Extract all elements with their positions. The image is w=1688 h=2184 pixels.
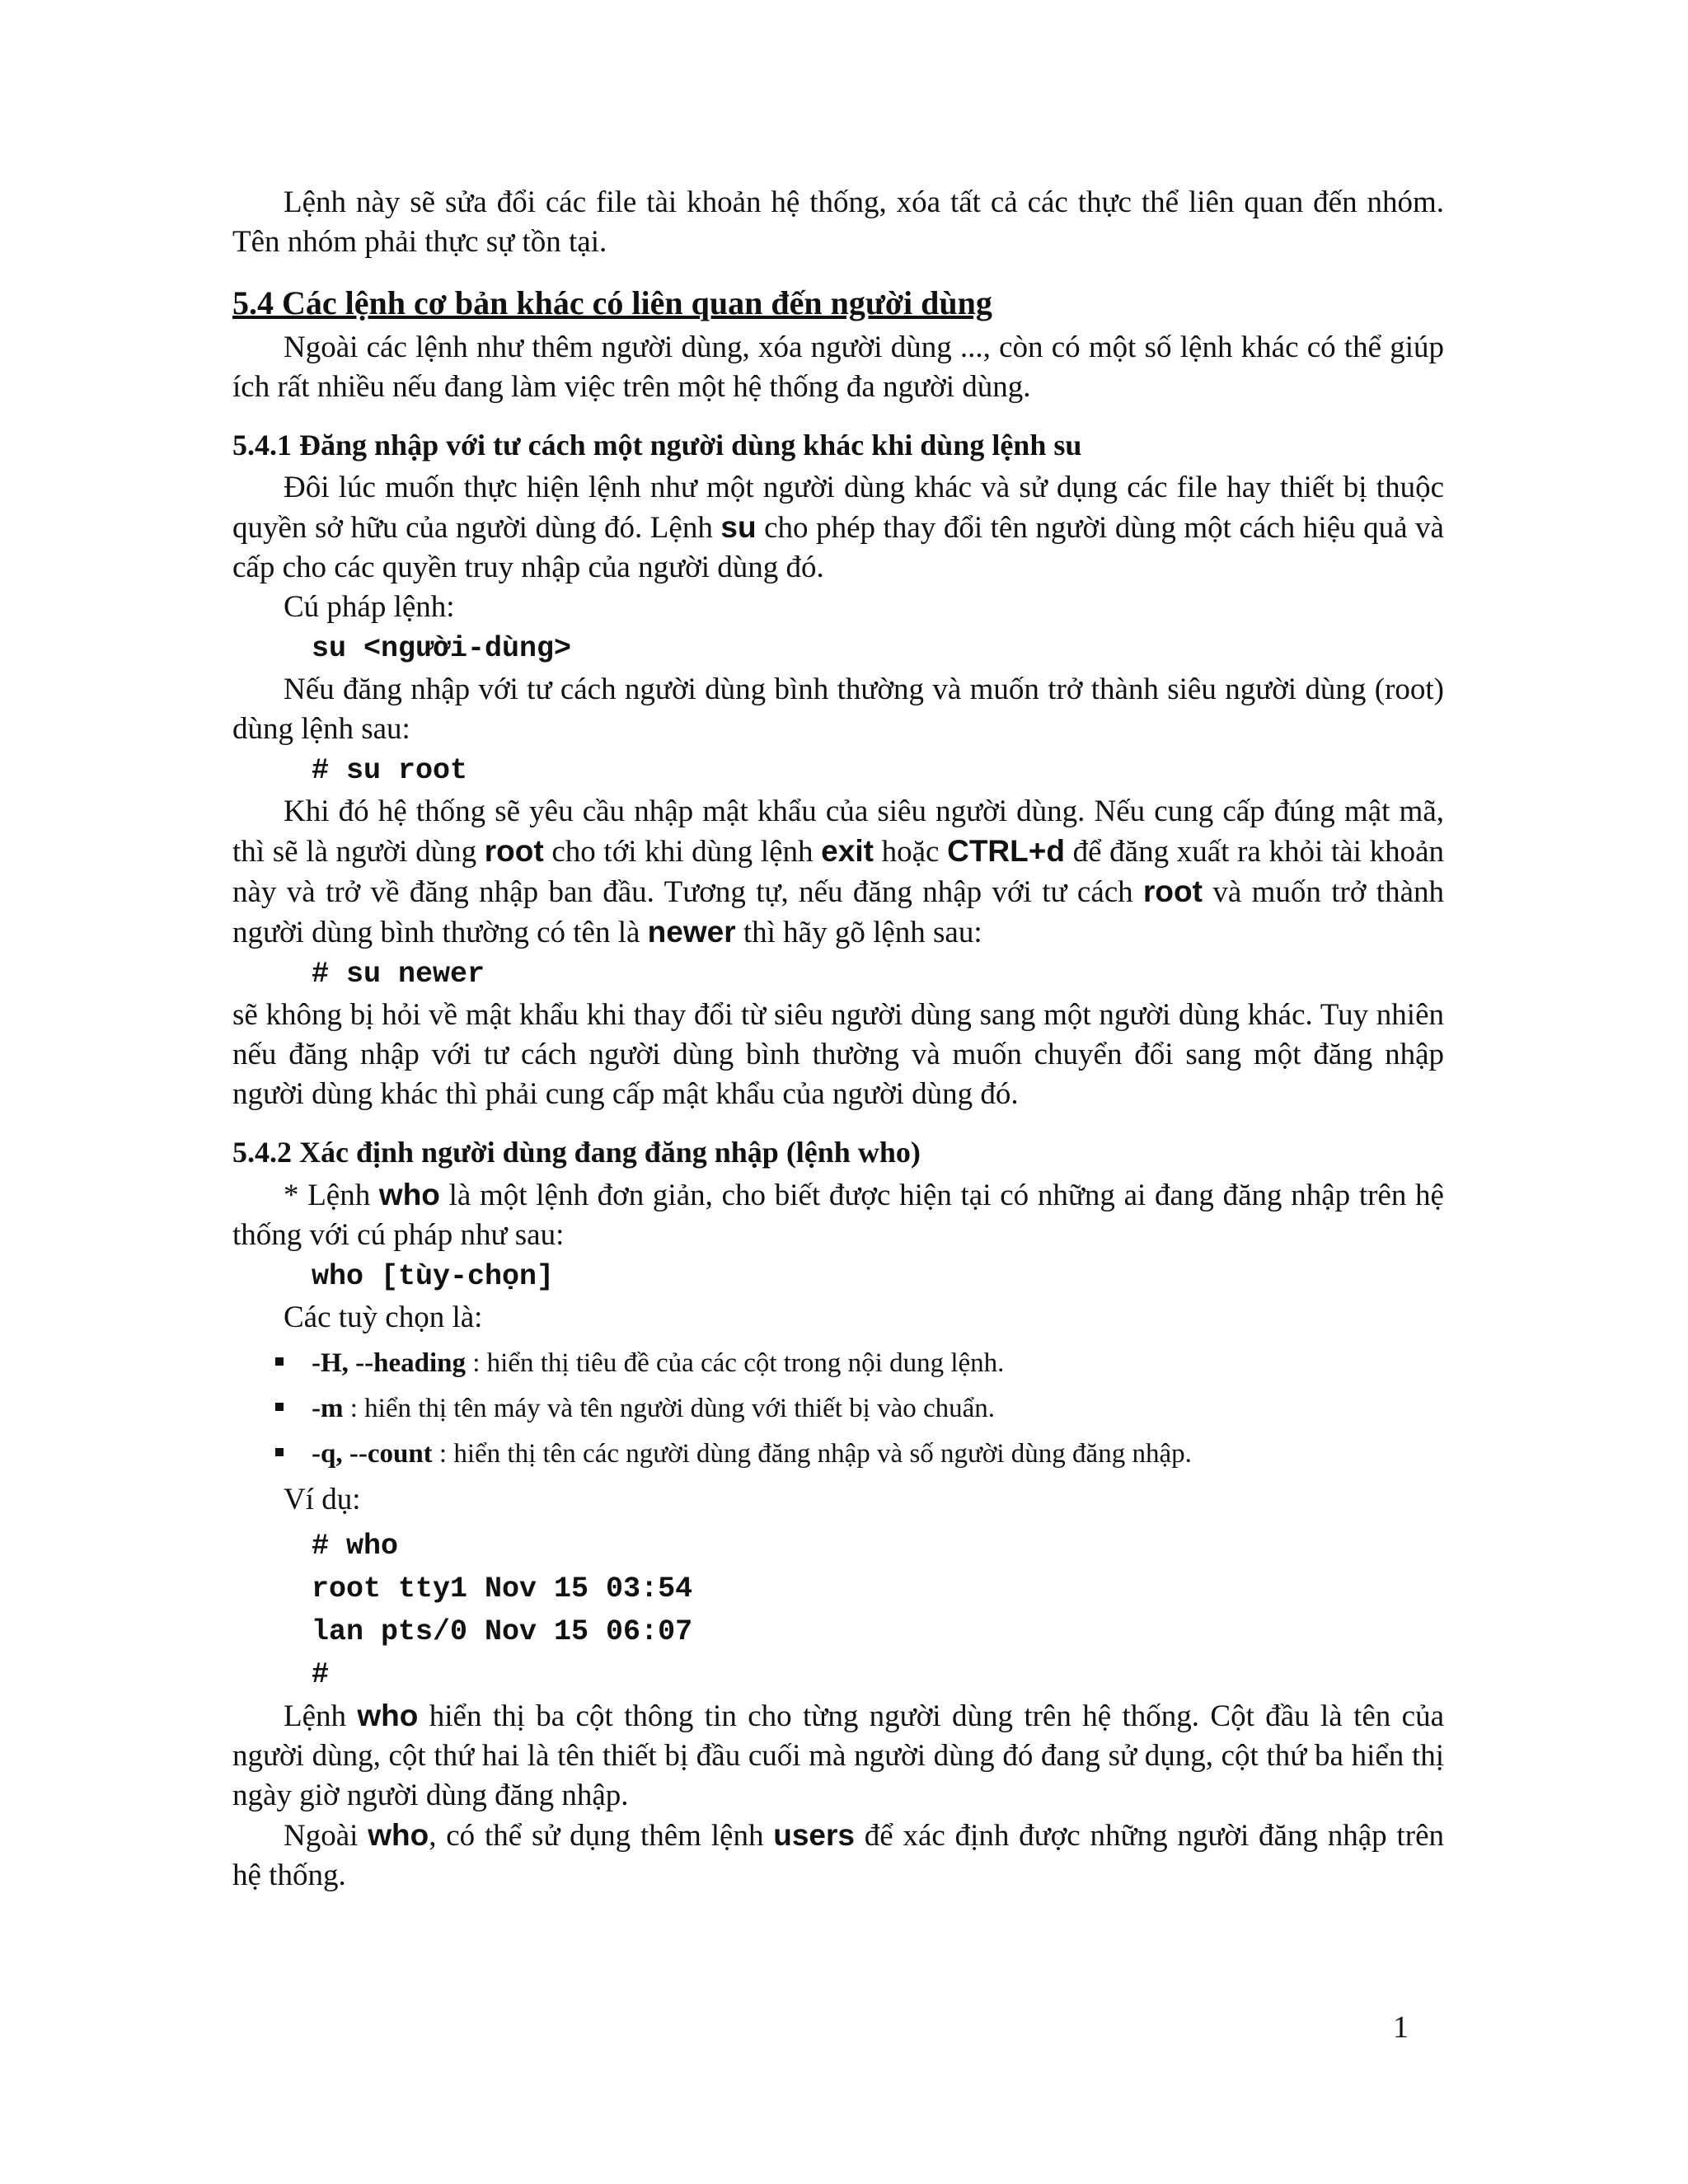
inline-command: root [484,834,544,868]
inline-command: root [1143,874,1203,908]
inline-command: newer [647,915,736,949]
section-5-4-paragraph: Ngoài các lệnh như thêm người dùng, xóa người dùng ..., còn có một số lệnh khác có thể giúp ích rất nhiều nếu đang làm việc trên một hệ thống đa người dùng. [232,330,1444,404]
no-password-paragraph: sẽ không bị hỏi về mật khẩu khi thay đổi từ siêu người dùng sang một người dùng khác. Tuy nhiên nếu đăng nhập với tư cách người dùng bình thường và muốn chuyển đổi sang một đăng nhập người dùng khác thì phải cung cấp mật khẩu của người dùng đó. [232,998,1444,1111]
list-item: -m : hiển thị tên máy và tên người dùng với thiết bị vào chuẩn. [232,1386,1444,1432]
section-heading-5-4: 5.4 Các lệnh cơ bản khác có liên quan đến người dùng [232,284,992,321]
syntax-label: Cú pháp lệnh: [284,590,455,624]
intro-paragraph: Lệnh này sẽ sửa đổi các file tài khoản hệ thống, xóa tất cả các thực thể liên quan đến nhóm. Tên nhóm phải thực sự tồn tại. [232,185,1444,259]
who-description-paragraph: * Lệnh who là một lệnh đơn giản, cho biết được hiện tại có những ai đang đăng nhập trên hệ thống với cú pháp như sau: [232,1178,1444,1252]
options-list [232,1341,1444,1477]
code-line: # su root [312,754,468,787]
who-output-paragraph: Lệnh who hiển thị ba cột thông tin cho từng người dùng trên hệ thống. Cột đầu là tên của người dùng, cột thứ hai là tên thiết bị đầu cuối mà người dùng đó đang sử dụng, cột thứ ba hiển thị ngày giờ người dùng đăng nhập. [232,1699,1444,1812]
square-bullet-icon [275,1448,284,1456]
code-line: lan pts/0 Nov 15 06:07 [312,1615,693,1648]
square-bullet-icon [275,1357,284,1366]
inline-command: exit [821,834,874,868]
su-description-paragraph: Đôi lúc muốn thực hiện lệnh như một người dùng khác và sử dụng các file hay thiết bị thuộc quyền sở hữu của người dùng đó. Lệnh su cho phép thay đổi tên người dùng một cách hiệu quả và cấp cho các quyền truy nhập của người dùng đó. [232,471,1444,584]
page-number: 1 [1393,2010,1409,2045]
code-line: # who [312,1530,399,1563]
square-bullet-icon [275,1403,284,1411]
example-label: Ví dụ: [284,1483,361,1516]
inline-command: who [378,1178,440,1212]
section-heading-5-4-2: 5.4.2 Xác định người dùng đang đăng nhập (lệnh who) [232,1136,921,1169]
code-line: # [312,1658,330,1691]
options-label: Các tuỳ chọn là: [284,1301,483,1334]
code-line: who [tùy-chọn] [312,1260,555,1293]
code-line: # su newer [312,958,485,991]
inline-command: who [368,1818,429,1852]
list-item: -q, --count : hiển thị tên các người dùng đăng nhập và số người dùng đăng nhập. [232,1432,1444,1477]
inline-command: users [773,1818,855,1852]
users-command-paragraph: Ngoài who, có thể sử dụng thêm lệnh users để xác định được những người đăng nhập trên hệ thống. [232,1818,1444,1892]
code-line: su <người-dùng> [312,632,572,665]
document-page [232,183,1444,1896]
inline-command: su [720,510,757,544]
root-switch-paragraph: Nếu đăng nhập với tư cách người dùng bình thường và muốn trở thành siêu người dùng (root) dùng lệnh sau: [232,673,1444,746]
root-password-paragraph: Khi đó hệ thống sẽ yêu cầu nhập mật khẩu của siêu người dùng. Nếu cung cấp đúng mật mã, thì sẽ là người dùng root cho tới khi dùng lệnh exit hoặc CTRL+d để đăng xuất ra khỏi tài khoản này và trở về đăng nhập ban đầu. Tương tự, nếu đăng nhập với tư cách root và muốn trở thành người dùng bình thường có tên là newer thì hãy gõ lệnh sau: [232,794,1445,949]
code-line: root tty1 Nov 15 03:54 [312,1572,693,1605]
section-heading-5-4-1: 5.4.1 Đăng nhập với tư cách một người dùng khác khi dùng lệnh su [232,429,1082,462]
inline-command: who [357,1699,419,1732]
inline-command: CTRL+d [947,834,1065,868]
list-item: -H, --heading : hiển thị tiêu đề của các cột trong nội dung lệnh. [232,1341,1444,1386]
